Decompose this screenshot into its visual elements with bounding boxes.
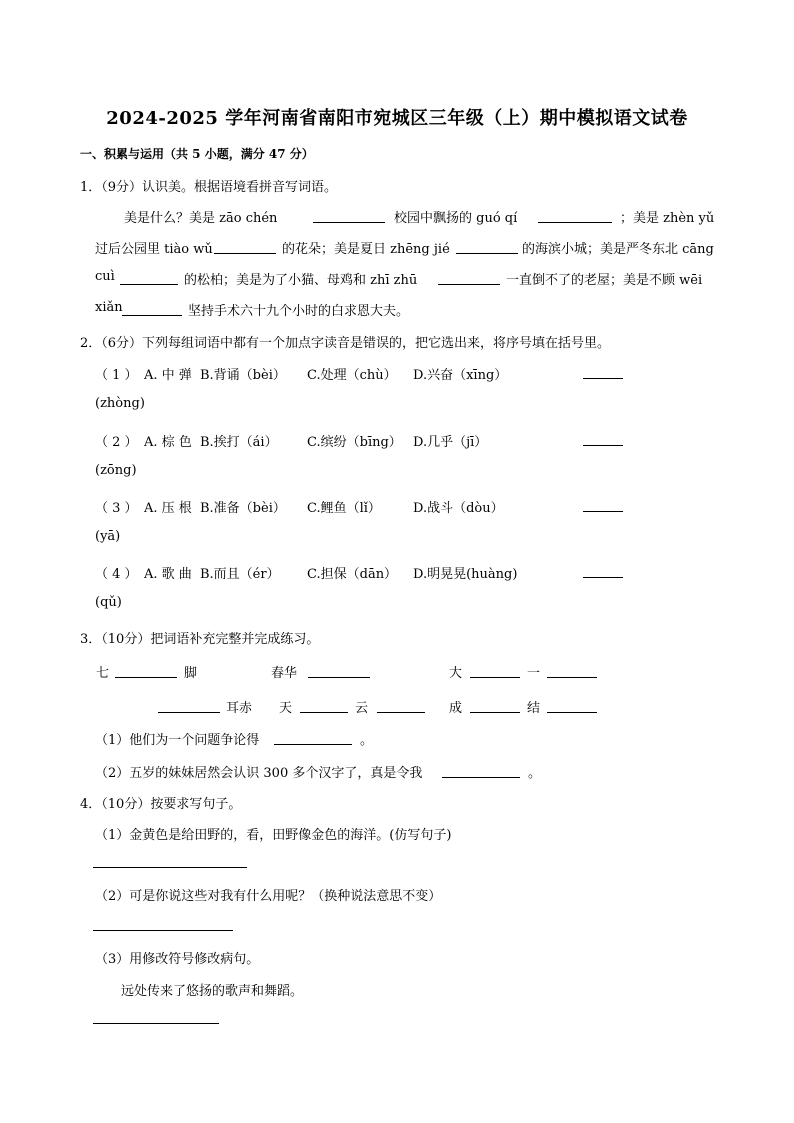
answer-blank[interactable]: [583, 577, 623, 578]
q4-task-3: （3）用修改符号修改病句。: [95, 952, 260, 967]
q2-option-b: B.挨打（ái）: [200, 435, 278, 450]
q2-option-a-pinyin: (zhòng): [95, 396, 145, 411]
q1-line3-c: 一直倒不了的老屋；美是不顾 wēi: [506, 273, 703, 288]
idiom-char: 七: [96, 666, 110, 681]
q2-option-a-pinyin: (qǔ): [95, 595, 122, 610]
answer-line[interactable]: [93, 867, 247, 868]
answer-blank[interactable]: [438, 284, 500, 285]
answer-blank[interactable]: [583, 511, 623, 512]
answer-blank[interactable]: [122, 315, 182, 316]
answer-blank[interactable]: [377, 712, 425, 713]
q1-line2-a: 过后公园里 tiào wǔ: [95, 242, 213, 257]
answer-line[interactable]: [93, 930, 233, 931]
answer-blank[interactable]: [470, 712, 520, 713]
answer-blank[interactable]: [274, 744, 352, 745]
q2-option-b: B.而且（ér）: [200, 567, 280, 582]
q4-task-2: （2）可是你说这些对我有什么用呢？（换种说法意思不变）: [95, 889, 442, 904]
q3-sentence-1: （1）他们为一个问题争论得: [95, 733, 260, 748]
idiom-char: 春华: [271, 666, 298, 681]
q2-option-d: D.战斗（dòu）: [413, 501, 504, 516]
idiom-char: 成: [449, 701, 463, 716]
q1-line4-b: 坚持手术六十九个小时的白求恩大夫。: [188, 304, 410, 319]
answer-line[interactable]: [93, 1023, 219, 1024]
idiom-char: 大: [449, 666, 463, 681]
answer-blank[interactable]: [442, 777, 520, 778]
q1-line1-b: 校园中飘扬的 guó qí: [394, 211, 518, 226]
exam-title: 2024-2025 学年河南省南阳市宛城区三年级（上）期中模拟语文试卷: [106, 108, 688, 129]
q3-sentence-2: （2）五岁的妹妹居然会认识 300 多个汉字了，真是令我: [95, 766, 423, 781]
answer-blank[interactable]: [583, 378, 623, 379]
q2-item-number: （ 4 ）: [95, 567, 138, 582]
q2-option-c: C.担保（dān）: [307, 567, 398, 582]
q1-line3-b: 的松柏；美是为了小猫、母鸡和 zhī zhū: [184, 273, 418, 288]
answer-blank[interactable]: [456, 253, 518, 254]
answer-blank[interactable]: [308, 677, 370, 678]
idiom-char: 耳赤: [226, 701, 253, 716]
idiom-char: 云: [355, 701, 369, 716]
q2-heading: 2．（6分）下列每组词语中都有一个加点字读音是错误的，把它选出来，将序号填在括号里。: [80, 336, 611, 351]
answer-blank[interactable]: [470, 677, 520, 678]
q1-line3-a: cuì: [95, 269, 115, 284]
section-heading: 一、积累与运用（共 5 小题，满分 47 分）: [80, 147, 314, 161]
q2-option-b: B.准备（bèi）: [200, 501, 286, 516]
answer-blank[interactable]: [547, 677, 597, 678]
answer-blank[interactable]: [115, 677, 177, 678]
answer-blank[interactable]: [300, 712, 348, 713]
q3-sentence-2-end: 。: [528, 766, 542, 781]
q2-option-a-pinyin: (zōng): [95, 463, 137, 478]
q4-heading: 4．（10分）按要求写句子。: [80, 797, 242, 812]
q4-task-1: （1）金黄色是给田野的，看，田野像金色的海洋。(仿写句子): [95, 828, 452, 843]
q2-option-a: A. 歌 曲: [144, 567, 192, 582]
answer-blank[interactable]: [313, 222, 385, 223]
q2-option-a: A. 棕 色: [144, 435, 192, 450]
answer-blank[interactable]: [214, 253, 276, 254]
answer-blank[interactable]: [583, 445, 623, 446]
q2-option-c: C.鲤鱼（lǐ）: [307, 501, 381, 516]
answer-blank[interactable]: [158, 712, 220, 713]
q1-line2-b: 的花朵；美是夏日 zhēng jié: [282, 242, 450, 257]
answer-blank[interactable]: [538, 222, 612, 223]
q2-item-number: （ 3 ）: [95, 501, 138, 516]
q2-option-a-pinyin: (yā): [95, 529, 121, 544]
q2-option-d: D.兴奋（xīng）: [413, 368, 508, 383]
answer-blank[interactable]: [547, 712, 597, 713]
idiom-char: 结: [527, 701, 541, 716]
q2-option-a: A. 压 根: [144, 501, 192, 516]
q2-option-a: A. 中 弹: [144, 368, 192, 383]
faulty-sentence: 远处传来了悠扬的歌声和舞蹈。: [121, 984, 304, 999]
q3-heading: 3．（10分）把词语补充完整并完成练习。: [80, 632, 320, 647]
q2-option-c: C.处理（chù）: [307, 368, 397, 383]
q1-line4-a: xiǎn: [95, 300, 123, 315]
q1-heading: 1．（9分）认识美。根据语境看拼音写词语。: [80, 180, 338, 195]
idiom-char: 一: [527, 666, 541, 681]
q2-option-d: D.明晃晃(huàng): [413, 567, 518, 582]
idiom-char: 脚: [184, 666, 198, 681]
q2-option-c: C.缤纷（bīng）: [307, 435, 402, 450]
q2-item-number: （ 1 ）: [95, 368, 138, 383]
q1-line1-a: 美是什么？美是 zāo chén: [124, 211, 278, 226]
q2-item-number: （ 2 ）: [95, 435, 138, 450]
q1-line2-c: 的海滨小城；美是严冬东北 cāng: [522, 242, 714, 257]
q2-option-d: D.几乎（jī）: [413, 435, 488, 450]
answer-blank[interactable]: [120, 284, 178, 285]
q3-sentence-1-end: 。: [360, 733, 374, 748]
q1-line1-c: ；美是 zhèn yǔ: [620, 211, 715, 226]
q2-option-b: B.背诵（bèi）: [200, 368, 286, 383]
idiom-char: 天: [279, 701, 293, 716]
